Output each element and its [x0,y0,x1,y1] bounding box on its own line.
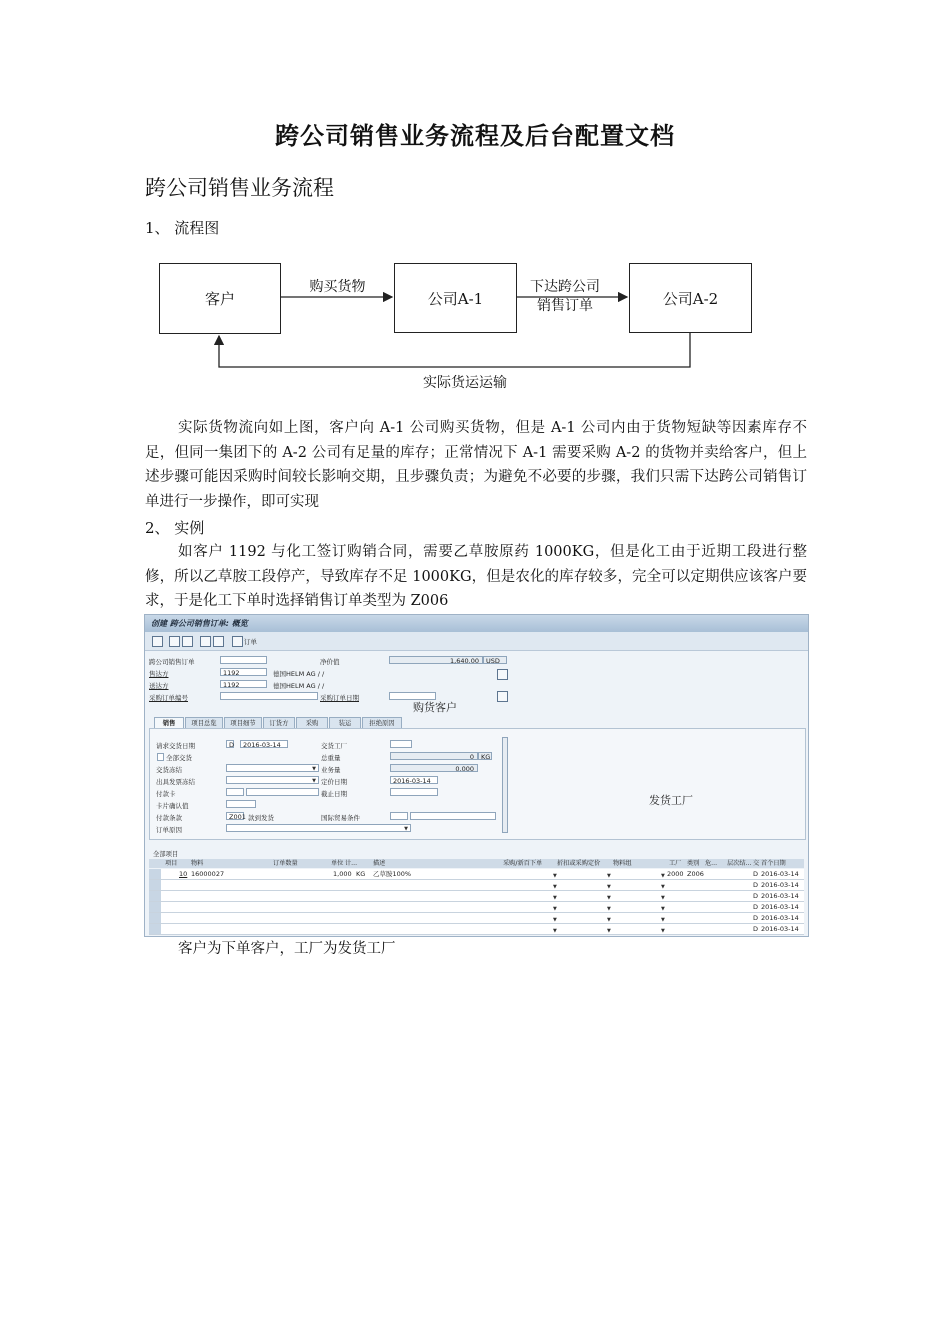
cell-unit: KG [356,870,366,878]
cell-delivery: D [753,903,759,911]
row-selector[interactable] [149,924,161,934]
delivery-block-select[interactable]: ▼ [226,764,319,772]
po-number-field[interactable] [220,692,318,700]
volume-label: 业务量 [321,766,341,774]
table-icon[interactable] [232,636,243,647]
expiry-date-field[interactable] [390,788,438,796]
billing-block-select[interactable]: ▼ [226,776,319,784]
payment-card-type-field[interactable] [226,788,244,796]
complete-delivery-checkbox[interactable] [157,753,164,761]
order-reason-label: 订单原因 [156,826,182,834]
toolbar-order-button[interactable]: 订单 [244,638,257,646]
col-header-material-group[interactable]: 物料组 [613,860,632,867]
dropdown-icon[interactable]: ▼ [553,906,557,912]
annotation-buyer: 购货客户 [413,701,457,714]
sold-to-name: 德国HELM AG / / [273,670,325,678]
row-selector[interactable] [149,869,161,879]
order-reason-select[interactable]: ▼ [226,824,411,832]
sold-to-field[interactable]: 1192 [220,668,267,676]
dropdown-icon[interactable]: ▼ [607,895,611,901]
tab-item-detail[interactable]: 项目细节 [224,717,262,729]
row-selector[interactable] [149,913,161,923]
total-weight-field: 0 [390,752,478,760]
items-grid-header [149,859,804,868]
sap-window-title: 创建 跨公司销售订单: 概览 [145,615,808,632]
delivery-plant-field[interactable] [390,740,412,748]
sales-tab-panel [149,728,806,840]
cell-delivery: D [753,914,759,922]
po-number-label: 采购订单编号 [149,694,188,702]
dropdown-icon[interactable]: ▼ [661,928,665,934]
copy-icon[interactable] [169,636,180,647]
paragraph-example: 如客户 1192 与化工签订购销合同，需要乙草胺原药 1000KG，但是化工由于近期工段进行整修，所以乙草胺工段停产，导致库存不足 1000KG，但是农化的库存较多，完全可以定期供应该客户要求，于是化工下单时选择销售订单类型为 Z006 [145,544,807,609]
payment-terms-text: 款到发货 [248,814,274,822]
cell-material: 16000027 [191,870,225,878]
paragraph-conclusion: 客户为下单客户，工厂为发货工厂 [178,941,396,957]
card-verify-label: 卡片确认值 [156,802,189,810]
dropdown-icon[interactable]: ▼ [553,895,557,901]
cell-delivery: D [753,881,759,889]
col-header-pricing[interactable]: 折扣或采购定价 [557,860,601,867]
net-value-field: 1,640.00 [389,656,483,664]
tab-shipping[interactable]: 装运 [329,717,361,729]
pricing-date-label: 定价日期 [321,778,347,786]
delivery-plant-label: 交货工厂 [321,742,347,750]
col-header-material[interactable]: 物料 [191,860,204,867]
col-header-first-date[interactable]: 首个日期 [761,860,786,867]
tab-orderer[interactable]: 订货方 [263,717,295,729]
cell-first-date: 2016-03-14 [761,925,799,933]
dropdown-icon[interactable]: ▼ [607,884,611,890]
dropdown-icon[interactable]: ▼ [661,884,665,890]
ship-to-label: 送达方 [149,682,169,690]
col-header-category[interactable]: 类别 [687,860,700,867]
weight-unit-field: KG [478,752,492,760]
sold-to-label: 售达方 [149,670,169,678]
total-weight-label: 总重量 [321,754,341,762]
cell-first-date: 2016-03-14 [761,892,799,900]
flow-arrows [0,0,950,400]
sap-toolbar [145,632,808,651]
flow-label-ship: 实际货运运输 [423,375,507,391]
row-selector[interactable] [149,891,161,901]
col-header-hierarchy[interactable]: 层次结... [727,860,752,867]
tab-rejection-reason[interactable]: 拒绝原因 [362,717,402,729]
annotation-plant: 发货工厂 [649,794,693,807]
req-date-label: 请求交货日期 [156,742,195,750]
dropdown-icon[interactable]: ▼ [661,895,665,901]
billing-block-label: 出具发票冻结 [156,778,195,786]
step-1-heading: 1、 流程图 [145,219,220,237]
detail-icon[interactable] [497,691,508,702]
expiry-date-label: 截止日期 [321,790,347,798]
payment-terms-field[interactable]: Z001 [226,812,244,820]
incoterms-field[interactable] [390,812,408,820]
order-number-field[interactable] [220,656,267,664]
req-date-field[interactable]: 2016-03-14 [240,740,288,748]
dropdown-icon[interactable]: ▼ [607,917,611,923]
dropdown-icon[interactable]: ▼ [661,917,665,923]
sap-screenshot [144,614,809,937]
dropdown-icon[interactable]: ▼ [553,917,557,923]
row-selector[interactable] [149,880,161,890]
table-row[interactable] [149,902,804,913]
incoterms-label: 国际贸易条件 [321,814,360,822]
step-2-heading: 2、 实例 [145,519,205,537]
col-header-calc[interactable]: 计... [345,860,358,867]
dropdown-icon[interactable]: ▼ [607,873,611,879]
cell-delivery: D [753,870,759,878]
document-icon[interactable] [200,636,211,647]
cell-quantity: 1,000 [333,870,352,878]
currency-field: USD [483,656,507,664]
cell-description: 乙草胺100% [373,870,412,878]
col-header-unit[interactable]: 单位 [331,860,344,867]
dropdown-icon[interactable]: ▼ [607,906,611,912]
flow-box-company-a2: 公司A-2 [629,263,752,333]
cell-first-date: 2016-03-14 [761,903,799,911]
col-header-item[interactable]: 项目 [165,860,178,867]
col-header-purchase[interactable]: 采购/新百下单 [503,860,543,867]
cell-category: Z006 [687,870,704,878]
pricing-date-field[interactable]: 2016-03-14 [390,776,438,784]
row-selector[interactable] [149,902,161,912]
tab-sales[interactable]: 销售 [154,717,184,729]
table-row[interactable] [149,869,804,880]
edit-icon[interactable] [213,636,224,647]
card-verify-field[interactable] [226,800,256,808]
col-header-quantity[interactable]: 订单数量 [273,860,298,867]
ship-to-field[interactable]: 1192 [220,680,267,688]
all-items-label: 全部项目 [153,851,179,858]
cell-first-date: 2016-03-14 [761,881,799,889]
cell-delivery: D [753,925,759,933]
table-row[interactable] [149,913,804,924]
col-header-plant[interactable]: 工厂 [669,860,682,867]
payment-terms-label: 付款条款 [156,814,182,822]
document-title: 跨公司销售业务流程及后台配置文档 [275,122,675,150]
display-icon[interactable] [152,636,163,647]
net-value-label: 净价值 [320,658,340,666]
dropdown-icon[interactable]: ▼ [553,873,557,879]
flow-label-order-1: 下达跨公司 [530,279,600,295]
panel-scrollbar[interactable] [502,737,508,833]
col-header-hazard[interactable]: 危... [705,860,718,867]
po-date-label: 采购订单日期 [320,694,359,702]
col-header-description[interactable]: 描述 [373,860,386,867]
order-type-label: 跨公司销售订单 [149,658,195,666]
col-header-delivery[interactable]: 交 [753,860,760,867]
paragraph-flow-explanation: 实际货物流向如上图，客户向 A-1 公司购买货物，但是 A-1 公司内由于货物短缺等因素库存不足，但同一集团下的 A-2 公司有足量的库存；正常情况下 A-1 需要采购 A-2 的货物并卖给客户，但上述步骤可能因采购时间较长影响交期，且步骤负责；为避免不必要的步骤，我们只需下达跨公司销售订单进行一步操作，即可实现 [145,420,807,510]
table-row[interactable] [149,880,804,891]
flow-label-order-2: 销售订单 [537,298,593,314]
cell-delivery: D [753,892,759,900]
cell-first-date: 2016-03-14 [761,870,799,878]
dropdown-icon[interactable]: ▼ [661,906,665,912]
section-heading: 跨公司销售业务流程 [145,176,334,200]
table-row[interactable] [149,891,804,902]
flow-box-customer: 客户 [159,263,281,334]
delivery-block-label: 交货冻结 [156,766,182,774]
print-icon[interactable] [182,636,193,647]
cell-plant: 2000 [667,870,684,878]
req-date-type-field[interactable]: D [226,740,234,748]
dropdown-icon[interactable]: ▼ [661,873,665,879]
tab-item-overview[interactable]: 项目总览 [185,717,223,729]
flow-box-company-a1: 公司A-1 [394,263,517,333]
complete-delivery-label: 全部交货 [166,754,192,762]
incoterms-location-field[interactable] [410,812,496,820]
tab-purchasing[interactable]: 采购 [296,717,328,729]
note-icon[interactable] [497,669,508,680]
ship-to-name: 德国HELM AG / / [273,682,325,690]
dropdown-icon[interactable]: ▼ [553,928,557,934]
table-row[interactable] [149,924,804,935]
cell-item: 10 [179,870,188,878]
flow-label-buy: 购买货物 [309,279,366,295]
payment-card-field[interactable] [246,788,319,796]
dropdown-icon[interactable]: ▼ [607,928,611,934]
volume-field: 0.000 [390,764,478,772]
dropdown-icon[interactable]: ▼ [553,884,557,890]
payment-card-label: 付款卡 [156,790,176,798]
arrow-ship [219,332,690,367]
cell-first-date: 2016-03-14 [761,914,799,922]
